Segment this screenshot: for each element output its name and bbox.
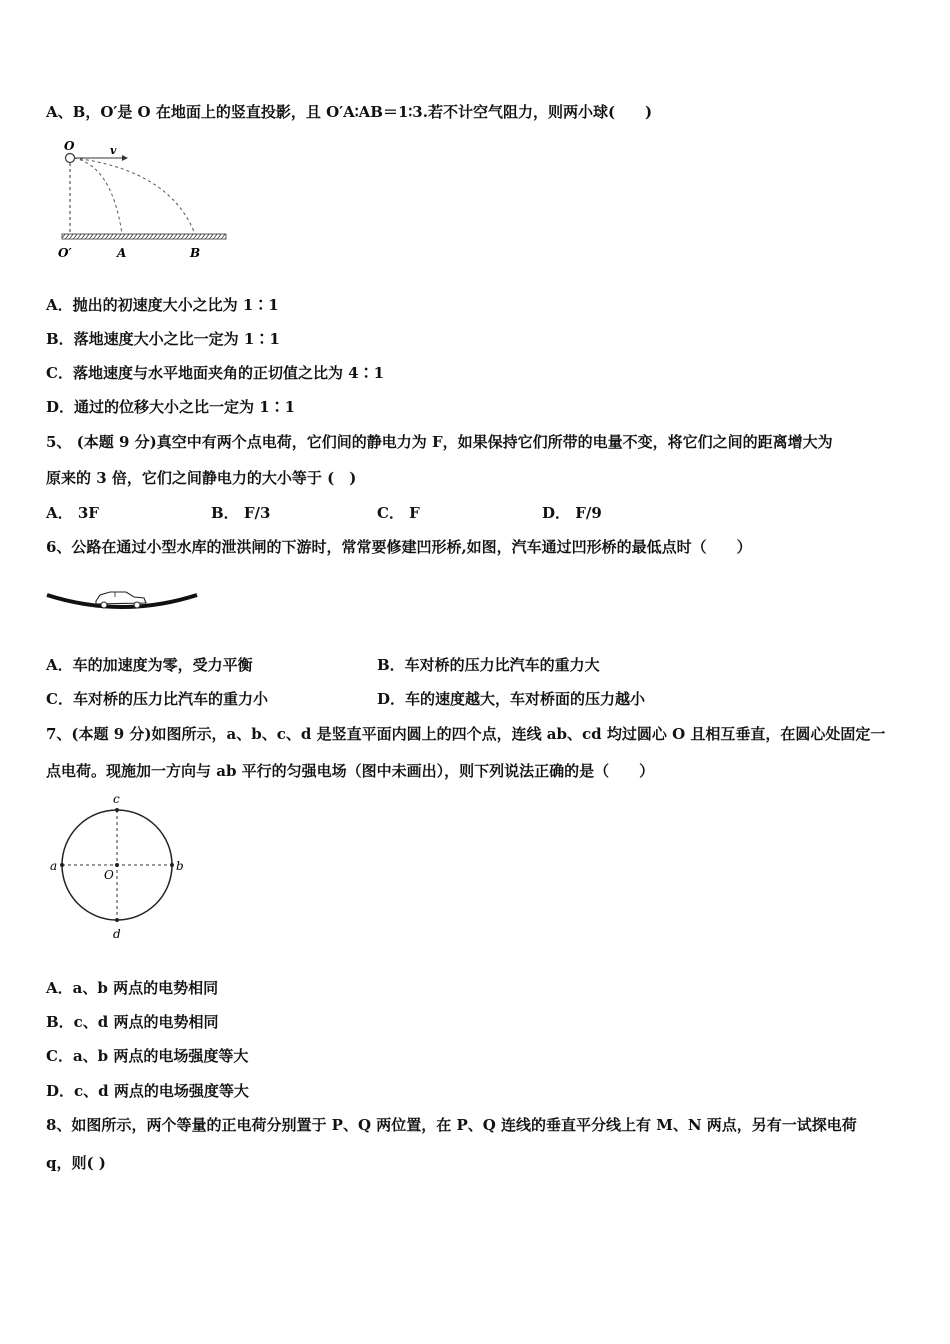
q6-option-b: B．车对桥的压力比汽车的重力大 xyxy=(377,656,600,674)
concave-bridge-figure xyxy=(44,583,200,617)
q5-option-a: A． 3F xyxy=(46,504,99,522)
label-c: c xyxy=(113,792,120,806)
q7-option-a: A．a、b 两点的电势相同 xyxy=(46,979,219,997)
q6-option-a: A．车的加速度为零，受力平衡 xyxy=(46,656,253,674)
q6-stem: 6、公路在通过小型水库的泄洪闸的下游时，常常要修建凹形桥,如图，汽车通过凹形桥的最低点时（ ） xyxy=(46,538,752,556)
q4-option-d: D．通过的位移大小之比一定为 1∶1 xyxy=(46,398,296,416)
q5-stem-line2: 原来的 3 倍，它们之间静电力的大小等于 ( ) xyxy=(46,469,357,487)
q8-stem-line1: 8、如图所示，两个等量的正电荷分别置于 P、Q 两位置，在 P、Q 连线的垂直平分线上有 M、N 两点，另有一试探电荷 xyxy=(46,1116,857,1134)
label-v: v xyxy=(110,144,117,157)
q7-option-d: D．c、d 两点的电场强度等大 xyxy=(46,1082,249,1100)
label-o-prime: O′ xyxy=(58,246,72,260)
label-o: O xyxy=(104,868,114,882)
q4-option-a: A．抛出的初速度大小之比为 1∶1 xyxy=(46,296,279,314)
q5-option-d: D． F/9 xyxy=(542,504,602,522)
label-a: A xyxy=(117,246,127,260)
label-d: d xyxy=(113,927,121,941)
q5-stem-line1: 5、 (本题 9 分)真空中有两个点电荷，它们间的静电力为 F，如果保持它们所带的电量不变，将它们之间的距离增大为 xyxy=(46,433,833,451)
trajectory-b xyxy=(74,158,195,234)
projectile-figure xyxy=(50,138,235,263)
q7-stem-line1: 7、(本题 9 分)如图所示，a、b、c、d 是竖直平面内圆上的四个点，连线 ab、cd 均过圆心 O 且相互垂直，在圆心处固定一 xyxy=(46,725,886,743)
q4-stem-tail: A、B，O′是 O 在地面上的竖直投影，且 O′A∶AB＝1∶3.若不计空气阻力，则两小球( ) xyxy=(46,103,653,121)
q7-option-c: C．a、b 两点的电场强度等大 xyxy=(46,1047,249,1065)
q6-option-c: C．车对桥的压力比汽车的重力小 xyxy=(46,690,268,708)
q4-option-c: C．落地速度与水平地面夹角的正切值之比为 4∶1 xyxy=(46,364,385,382)
label-a: a xyxy=(50,859,58,873)
q4-option-b: B．落地速度大小之比一定为 1∶1 xyxy=(46,330,280,348)
q5-option-b: B． F/3 xyxy=(211,504,271,522)
q7-option-b: B．c、d 两点的电势相同 xyxy=(46,1013,219,1031)
circle-figure xyxy=(44,790,189,945)
label-o: O xyxy=(64,139,75,153)
label-b: B xyxy=(190,246,201,260)
label-b: b xyxy=(176,859,184,873)
trajectory-a xyxy=(74,158,122,234)
ball-o xyxy=(66,154,75,163)
q8-stem-line2: q，则( ) xyxy=(46,1154,106,1172)
q6-option-d: D．车的速度越大，车对桥面的压力越小 xyxy=(377,690,646,708)
q7-stem-line2: 点电荷。现施加一方向与 ab 平行的匀强电场（图中未画出），则下列说法正确的是（ ） xyxy=(46,762,655,780)
q5-option-c: C． F xyxy=(377,504,420,522)
ground-hatch xyxy=(62,234,226,239)
